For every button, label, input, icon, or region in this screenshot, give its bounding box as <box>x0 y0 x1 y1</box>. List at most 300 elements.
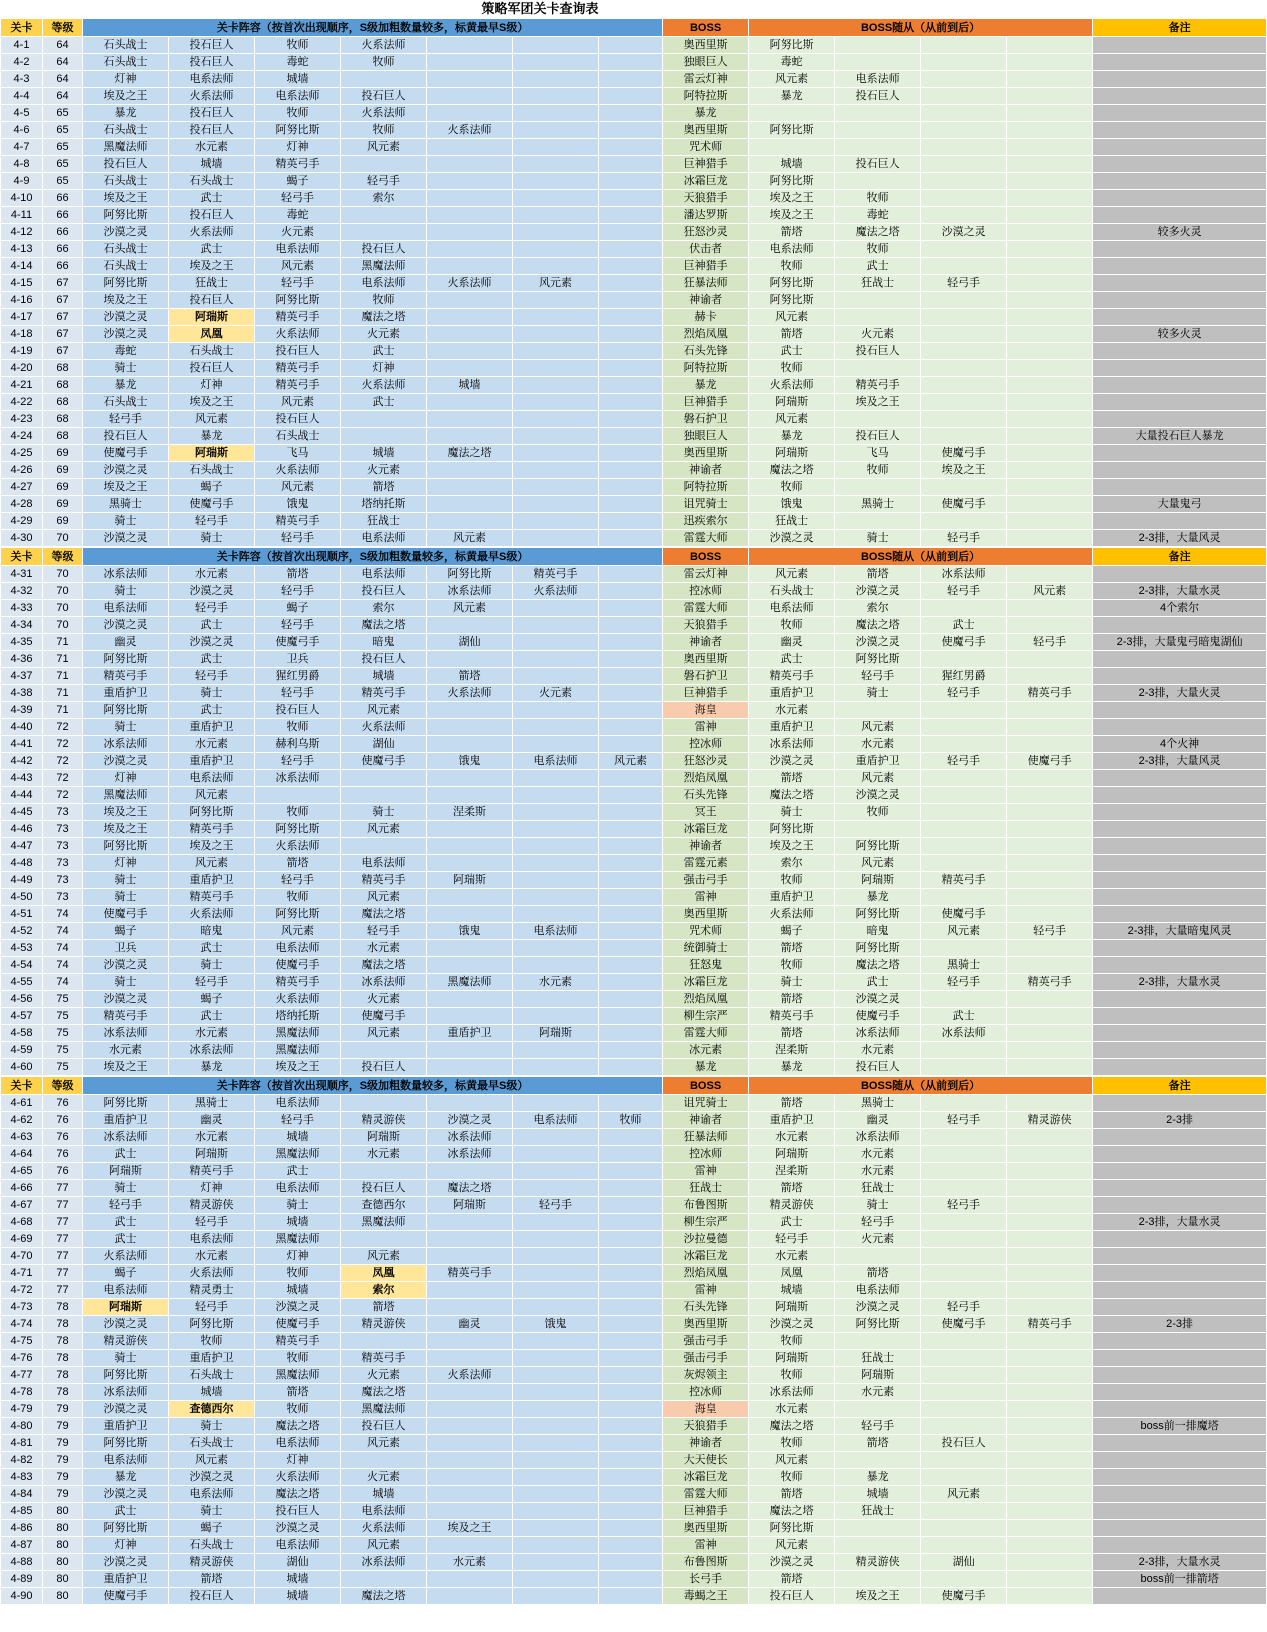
cell-stage: 4-64 <box>1 1146 43 1163</box>
cell-add <box>1007 1025 1093 1042</box>
cell-level: 71 <box>43 702 83 719</box>
cell-lineup: 轻弓手 <box>255 275 341 292</box>
cell-stage: 4-67 <box>1 1197 43 1214</box>
cell-add: 埃及之王 <box>749 190 835 207</box>
cell-boss: 烈焰凤凰 <box>663 1265 749 1282</box>
cell-note <box>1093 940 1267 957</box>
cell-lineup: 查德西尔 <box>169 1401 255 1418</box>
cell-add: 阿努比斯 <box>749 173 835 190</box>
cell-boss: 暴龙 <box>663 377 749 394</box>
cell-stage: 4-13 <box>1 241 43 258</box>
cell-add: 重盾护卫 <box>749 719 835 736</box>
cell-lineup <box>599 787 663 804</box>
cell-add: 电系法师 <box>749 600 835 617</box>
cell-stage: 4-1 <box>1 37 43 54</box>
cell-lineup: 黑魔法师 <box>255 1042 341 1059</box>
cell-add <box>1007 1333 1093 1350</box>
cell-stage: 4-57 <box>1 1008 43 1025</box>
cell-add <box>1007 1520 1093 1537</box>
cell-add: 沙漠之灵 <box>749 753 835 770</box>
cell-stage: 4-69 <box>1 1231 43 1248</box>
table-row <box>1 1042 1267 1059</box>
cell-lineup <box>599 1486 663 1503</box>
cell-lineup: 索尔 <box>341 190 427 207</box>
cell-stage: 4-8 <box>1 156 43 173</box>
cell-lineup: 牧师 <box>255 105 341 122</box>
cell-lineup: 魔法之塔 <box>341 957 427 974</box>
cell-lineup <box>599 462 663 479</box>
cell-note <box>1093 139 1267 156</box>
cell-add <box>1007 1401 1093 1418</box>
cell-add: 阿努比斯 <box>749 275 835 292</box>
cell-add: 投石巨人 <box>835 156 921 173</box>
table-row <box>1 974 1267 991</box>
cell-lineup: 黑魔法师 <box>255 1367 341 1384</box>
cell-boss: 雷云灯神 <box>663 566 749 583</box>
cell-lineup: 轻弓手 <box>255 685 341 702</box>
cell-level: 66 <box>43 224 83 241</box>
cell-lineup: 重盾护卫 <box>83 1112 169 1129</box>
header-stage: 关卡 <box>1 1077 43 1095</box>
cell-add <box>921 1384 1007 1401</box>
cell-lineup: 精英弓手 <box>169 889 255 906</box>
cell-add: 箭塔 <box>835 1435 921 1452</box>
cell-boss: 雷云灯神 <box>663 71 749 88</box>
cell-lineup: 火元素 <box>341 462 427 479</box>
cell-add: 使魔弓手 <box>921 496 1007 513</box>
header-level: 等级 <box>43 548 83 566</box>
table-row <box>1 1025 1267 1042</box>
cell-add: 轻弓手 <box>1007 634 1093 651</box>
cell-lineup <box>513 1146 599 1163</box>
cell-lineup: 城墙 <box>169 1384 255 1401</box>
cell-lineup <box>599 1316 663 1333</box>
cell-boss: 神谕者 <box>663 462 749 479</box>
cell-lineup: 重盾护卫 <box>83 1571 169 1588</box>
cell-lineup: 石头战士 <box>169 343 255 360</box>
cell-add <box>1007 530 1093 547</box>
cell-add <box>1007 462 1093 479</box>
cell-add <box>1007 736 1093 753</box>
cell-add: 风元素 <box>749 71 835 88</box>
cell-note <box>1093 957 1267 974</box>
cell-level: 65 <box>43 139 83 156</box>
cell-lineup <box>513 1571 599 1588</box>
cell-lineup <box>599 1025 663 1042</box>
cell-stage: 4-34 <box>1 617 43 634</box>
cell-add: 沙漠之灵 <box>835 1299 921 1316</box>
cell-stage: 4-70 <box>1 1248 43 1265</box>
header-note: 备注 <box>1093 548 1267 566</box>
cell-lineup <box>599 54 663 71</box>
cell-boss: 雷神 <box>663 1282 749 1299</box>
cell-lineup: 石头战士 <box>83 122 169 139</box>
cell-stage: 4-71 <box>1 1265 43 1282</box>
cell-add <box>921 1282 1007 1299</box>
cell-lineup <box>427 1059 513 1076</box>
cell-stage: 4-33 <box>1 600 43 617</box>
cell-stage: 4-83 <box>1 1469 43 1486</box>
cell-note <box>1093 360 1267 377</box>
cell-add <box>1007 600 1093 617</box>
cell-lineup <box>427 1588 513 1605</box>
cell-level: 80 <box>43 1520 83 1537</box>
cell-lineup <box>599 1265 663 1282</box>
cell-lineup: 湖仙 <box>255 1554 341 1571</box>
cell-add <box>1007 1537 1093 1554</box>
cell-add <box>921 1418 1007 1435</box>
cell-note <box>1093 1282 1267 1299</box>
table-row <box>1 1146 1267 1163</box>
cell-stage: 4-53 <box>1 940 43 957</box>
cell-add <box>835 292 921 309</box>
cell-add: 城墙 <box>749 156 835 173</box>
cell-lineup <box>427 1163 513 1180</box>
cell-note <box>1093 1350 1267 1367</box>
cell-lineup <box>599 1384 663 1401</box>
cell-stage: 4-41 <box>1 736 43 753</box>
cell-lineup: 骑士 <box>83 513 169 530</box>
cell-lineup: 投石巨人 <box>255 343 341 360</box>
cell-lineup: 使魔弓手 <box>255 957 341 974</box>
cell-lineup: 风元素 <box>341 889 427 906</box>
cell-note: 2-3排，大量鬼弓暗鬼湖仙 <box>1093 634 1267 651</box>
cell-level: 71 <box>43 634 83 651</box>
cell-lineup: 毒蛇 <box>83 343 169 360</box>
cell-lineup <box>513 1248 599 1265</box>
cell-level: 75 <box>43 1008 83 1025</box>
cell-lineup <box>513 600 599 617</box>
cell-lineup <box>427 1248 513 1265</box>
table-row <box>1 428 1267 445</box>
cell-add: 阿努比斯 <box>835 838 921 855</box>
cell-lineup: 投石巨人 <box>341 1418 427 1435</box>
cell-lineup <box>427 428 513 445</box>
cell-lineup <box>599 530 663 547</box>
cell-stage: 4-87 <box>1 1537 43 1554</box>
cell-lineup: 索尔 <box>341 600 427 617</box>
cell-lineup: 城墙 <box>255 71 341 88</box>
cell-boss: 磐石护卫 <box>663 411 749 428</box>
cell-lineup <box>513 1214 599 1231</box>
cell-level: 75 <box>43 1042 83 1059</box>
cell-lineup <box>599 445 663 462</box>
cell-lineup: 阿努比斯 <box>169 804 255 821</box>
cell-add: 武士 <box>749 1214 835 1231</box>
cell-lineup: 阿瑞斯 <box>341 1129 427 1146</box>
cell-add: 轻弓手 <box>749 1231 835 1248</box>
cell-lineup: 火系法师 <box>341 37 427 54</box>
cell-boss: 咒术师 <box>663 139 749 156</box>
cell-lineup: 武士 <box>83 1214 169 1231</box>
table-row <box>1 583 1267 600</box>
cell-level: 69 <box>43 479 83 496</box>
cell-lineup <box>513 787 599 804</box>
cell-lineup: 冰系法师 <box>83 566 169 583</box>
cell-level: 65 <box>43 173 83 190</box>
cell-lineup: 箭塔 <box>427 668 513 685</box>
cell-lineup <box>513 1042 599 1059</box>
cell-add <box>1007 1180 1093 1197</box>
cell-lineup: 埃及之王 <box>255 1059 341 1076</box>
cell-lineup: 魔法之塔 <box>341 1588 427 1605</box>
cell-note: 较多火灵 <box>1093 326 1267 343</box>
cell-add: 阿瑞斯 <box>749 1299 835 1316</box>
table-row <box>1 309 1267 326</box>
cell-lineup: 风元素 <box>341 1537 427 1554</box>
cell-stage: 4-39 <box>1 702 43 719</box>
cell-add <box>1007 1418 1093 1435</box>
cell-add <box>835 360 921 377</box>
cell-level: 80 <box>43 1554 83 1571</box>
cell-lineup: 投石巨人 <box>169 37 255 54</box>
cell-lineup: 投石巨人 <box>83 428 169 445</box>
cell-lineup: 电系法师 <box>513 1112 599 1129</box>
cell-lineup <box>341 1231 427 1248</box>
cell-lineup <box>427 156 513 173</box>
cell-lineup <box>427 1418 513 1435</box>
cell-lineup: 石头战士 <box>83 241 169 258</box>
cell-lineup: 沙漠之灵 <box>83 617 169 634</box>
cell-stage: 4-5 <box>1 105 43 122</box>
cell-lineup: 蝎子 <box>169 991 255 1008</box>
cell-lineup: 骑士 <box>83 719 169 736</box>
cell-lineup: 轻弓手 <box>341 923 427 940</box>
cell-lineup: 牧师 <box>341 122 427 139</box>
cell-add: 骑士 <box>835 685 921 702</box>
cell-lineup: 武士 <box>83 1503 169 1520</box>
cell-add: 阿努比斯 <box>835 651 921 668</box>
cell-lineup <box>599 139 663 156</box>
cell-boss: 雷霆大师 <box>663 530 749 547</box>
cell-add: 精灵游侠 <box>1007 1112 1093 1129</box>
cell-lineup: 暴龙 <box>169 1059 255 1076</box>
cell-add <box>835 479 921 496</box>
cell-lineup <box>427 1042 513 1059</box>
table-row <box>1 1180 1267 1197</box>
cell-add: 精英弓手 <box>1007 1316 1093 1333</box>
cell-lineup <box>427 105 513 122</box>
cell-lineup: 火系法师 <box>169 906 255 923</box>
cell-add <box>921 326 1007 343</box>
cell-add: 索尔 <box>835 600 921 617</box>
cell-lineup <box>513 1367 599 1384</box>
cell-lineup <box>599 292 663 309</box>
cell-boss: 控冰师 <box>663 736 749 753</box>
cell-stage: 4-26 <box>1 462 43 479</box>
cell-lineup: 武士 <box>255 1163 341 1180</box>
cell-note: 2-3排，大量风灵 <box>1093 753 1267 770</box>
cell-level: 66 <box>43 241 83 258</box>
cell-add: 箭塔 <box>749 991 835 1008</box>
cell-add: 武士 <box>749 651 835 668</box>
cell-lineup: 灯神 <box>255 1452 341 1469</box>
cell-stage: 4-6 <box>1 122 43 139</box>
cell-level: 80 <box>43 1588 83 1605</box>
cell-add <box>921 1469 1007 1486</box>
cell-lineup <box>427 770 513 787</box>
cell-lineup: 投石巨人 <box>169 54 255 71</box>
cell-lineup <box>599 496 663 513</box>
cell-add: 轻弓手 <box>835 1214 921 1231</box>
cell-add <box>835 309 921 326</box>
cell-lineup <box>427 326 513 343</box>
cell-lineup: 冰系法师 <box>427 1146 513 1163</box>
cell-lineup <box>513 651 599 668</box>
cell-lineup: 冰系法师 <box>341 1554 427 1571</box>
cell-lineup: 火系法师 <box>341 377 427 394</box>
cell-add: 轻弓手 <box>921 583 1007 600</box>
cell-boss: 布鲁图斯 <box>663 1197 749 1214</box>
cell-lineup <box>599 224 663 241</box>
cell-add <box>921 719 1007 736</box>
cell-boss: 巨神猎手 <box>663 1503 749 1520</box>
cell-lineup: 狂战士 <box>169 275 255 292</box>
cell-level: 80 <box>43 1571 83 1588</box>
cell-boss: 诅咒骑士 <box>663 1095 749 1112</box>
cell-add: 阿努比斯 <box>835 906 921 923</box>
cell-add: 狂战士 <box>749 513 835 530</box>
table-row <box>1 394 1267 411</box>
cell-boss: 灰烬领主 <box>663 1367 749 1384</box>
cell-note <box>1093 702 1267 719</box>
cell-lineup: 城墙 <box>341 445 427 462</box>
table-row <box>1 1129 1267 1146</box>
cell-lineup <box>599 275 663 292</box>
cell-lineup: 火系法师 <box>341 105 427 122</box>
cell-lineup: 暗鬼 <box>169 923 255 940</box>
cell-lineup <box>427 1469 513 1486</box>
cell-lineup: 水元素 <box>513 974 599 991</box>
cell-lineup <box>341 428 427 445</box>
cell-lineup: 蝎子 <box>255 600 341 617</box>
cell-lineup: 牧师 <box>255 804 341 821</box>
cell-boss: 独眼巨人 <box>663 428 749 445</box>
cell-lineup <box>341 207 427 224</box>
cell-add: 埃及之王 <box>749 838 835 855</box>
cell-note: 大量鬼弓 <box>1093 496 1267 513</box>
cell-level: 70 <box>43 530 83 547</box>
cell-lineup <box>341 224 427 241</box>
cell-lineup: 骑士 <box>169 1503 255 1520</box>
cell-lineup: 电系法师 <box>513 923 599 940</box>
table-row <box>1 668 1267 685</box>
cell-boss: 雷霆元素 <box>663 855 749 872</box>
cell-lineup: 魔法之塔 <box>341 906 427 923</box>
cell-boss: 雷霆大师 <box>663 1486 749 1503</box>
cell-add: 箭塔 <box>749 224 835 241</box>
table-row <box>1 872 1267 889</box>
cell-add <box>921 479 1007 496</box>
cell-boss: 奥西里斯 <box>663 37 749 54</box>
cell-lineup <box>427 1384 513 1401</box>
table-row <box>1 1469 1267 1486</box>
stage-table <box>0 1076 1267 1605</box>
cell-boss: 天狼猎手 <box>663 617 749 634</box>
cell-lineup: 水元素 <box>341 940 427 957</box>
cell-lineup <box>599 583 663 600</box>
table-row <box>1 753 1267 770</box>
cell-add <box>921 991 1007 1008</box>
cell-add: 精英弓手 <box>749 1008 835 1025</box>
cell-lineup: 投石巨人 <box>169 360 255 377</box>
cell-lineup: 火元素 <box>341 1367 427 1384</box>
table-row <box>1 1554 1267 1571</box>
cell-lineup <box>599 974 663 991</box>
cell-add <box>921 702 1007 719</box>
cell-level: 67 <box>43 343 83 360</box>
cell-lineup <box>341 1452 427 1469</box>
cell-add: 暴龙 <box>835 889 921 906</box>
cell-stage: 4-43 <box>1 770 43 787</box>
table-row <box>1 1214 1267 1231</box>
cell-lineup: 风元素 <box>513 275 599 292</box>
table-row <box>1 105 1267 122</box>
cell-level: 71 <box>43 651 83 668</box>
table-row <box>1 1537 1267 1554</box>
cell-add: 使魔弓手 <box>835 1008 921 1025</box>
cell-lineup <box>513 88 599 105</box>
cell-lineup: 城墙 <box>255 1214 341 1231</box>
cell-level: 67 <box>43 309 83 326</box>
cell-boss: 雷神 <box>663 889 749 906</box>
cell-boss: 冰霜巨龙 <box>663 821 749 838</box>
cell-lineup <box>513 309 599 326</box>
cell-add: 武士 <box>835 258 921 275</box>
cell-add <box>1007 1129 1093 1146</box>
cell-lineup: 火系法师 <box>169 88 255 105</box>
cell-add: 黑骑士 <box>835 496 921 513</box>
table-row <box>1 530 1267 547</box>
cell-lineup: 轻弓手 <box>169 668 255 685</box>
cell-add: 牧师 <box>749 1333 835 1350</box>
cell-level: 77 <box>43 1248 83 1265</box>
table-row <box>1 1265 1267 1282</box>
cell-level: 65 <box>43 105 83 122</box>
table-row <box>1 838 1267 855</box>
cell-stage: 4-3 <box>1 71 43 88</box>
cell-lineup: 电系法师 <box>169 1486 255 1503</box>
cell-note <box>1093 1265 1267 1282</box>
cell-lineup <box>599 889 663 906</box>
cell-lineup: 冰系法师 <box>83 1129 169 1146</box>
cell-lineup <box>427 411 513 428</box>
cell-lineup: 黑魔法师 <box>427 974 513 991</box>
cell-lineup: 轻弓手 <box>169 1299 255 1316</box>
cell-add: 箭塔 <box>749 770 835 787</box>
cell-add <box>921 889 1007 906</box>
cell-add <box>1007 1452 1093 1469</box>
table-row <box>1 1384 1267 1401</box>
cell-add: 魔法之塔 <box>749 462 835 479</box>
cell-lineup: 塔纳托斯 <box>341 496 427 513</box>
cell-lineup: 饿鬼 <box>513 1316 599 1333</box>
cell-lineup <box>513 156 599 173</box>
cell-lineup: 沙漠之灵 <box>83 991 169 1008</box>
cell-lineup: 冰系法师 <box>83 1384 169 1401</box>
cell-lineup: 沙漠之灵 <box>169 634 255 651</box>
cell-lineup <box>599 1401 663 1418</box>
table-row <box>1 617 1267 634</box>
cell-stage: 4-85 <box>1 1503 43 1520</box>
cell-lineup: 使魔弓手 <box>255 634 341 651</box>
cell-add: 精灵游侠 <box>835 1554 921 1571</box>
cell-add <box>1007 428 1093 445</box>
cell-lineup <box>513 377 599 394</box>
cell-stage: 4-16 <box>1 292 43 309</box>
cell-lineup: 精灵游侠 <box>341 1316 427 1333</box>
cell-lineup: 黑魔法师 <box>255 1025 341 1042</box>
